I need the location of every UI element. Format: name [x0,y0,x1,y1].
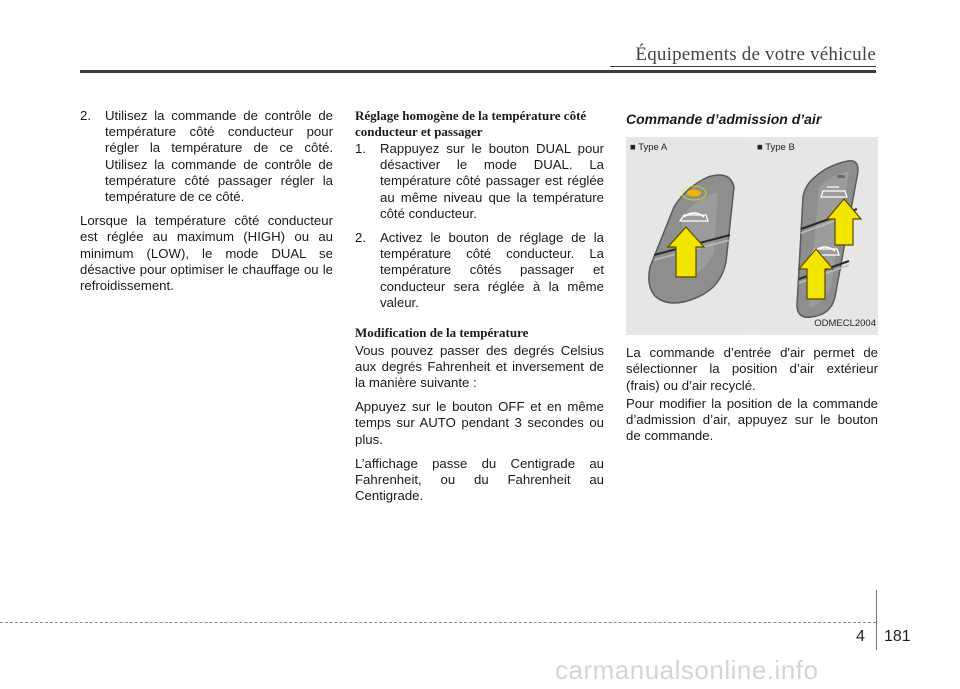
paragraph: Lorsque la température côté conducteur est réglée au maximum (HIGH) ou au minimum (LOW), le mode DUAL se désactive pour optimiser le chauffage ou le refroidissement. [80,213,333,294]
figure-panel-type-a [626,137,750,335]
paragraph: La commande d’entrée d'air permet de sélectionner la position d’air extérieur (frais) ou d’air recyclé. [626,345,878,393]
list-item [80,108,333,205]
list-text: Rappuyez sur le bouton DUAL pour désactiver le mode DUAL. La température côté passager est réglée au même niveau que la température côté conducteur. [380,141,604,221]
type-a-control-illustration [626,137,750,335]
subheading: Réglage homogène de la température côté conducteur et passager [355,108,587,139]
page-number: 181 [884,628,911,645]
list-text: Utilisez la commande de contrôle de température côté conducteur pour régler la température de ce côté. Utilisez la commande de contrôle de température côté passager régler la température de ce côté. [105,108,333,205]
column-3 [626,108,878,452]
indicator-light [687,190,701,197]
list-item [355,141,604,222]
chapter-number: 4 [856,628,865,645]
list-item [355,230,604,311]
type-b-control-illustration [753,137,878,335]
paragraph: Pour modifier la position de la commande d’admission d’air, appuyez sur le bouton de commande. [626,395,878,444]
header-divider [80,70,876,73]
header-divider-thin [610,66,876,67]
subheading: Modification de la température [355,325,529,341]
paragraph: L’affichage passe du Centigrade au Fahrenheit, ou du Fahrenheit au Centigrade. [355,455,604,504]
list-text: Activez le bouton de réglage de la température côté conducteur. La température côtés passager et conducteur sera réglée à la même valeur. [380,230,604,310]
paragraph: Vous pouvez passer des degrés Celsius aux degrés Fahrenheit et inversement de la manière suivante : [355,342,604,390]
list-number: 2. [80,108,91,123]
list-number: 1. [355,141,366,156]
panel-label-type-a: ■ Type A [630,142,668,154]
watermark: carmanualsonline.info [555,655,819,685]
figure-panel-type-b [753,137,878,335]
paragraph: Appuyez sur le bouton OFF et en même temps sur AUTO pendant 3 secondes ou plus. [355,399,604,447]
section-heading: Commande d’admission d’air [626,111,822,127]
air-intake-figure [626,137,878,335]
section-title: Équipements de votre véhicule [635,44,876,65]
list-number: 2. [355,230,366,246]
footer-divider [0,622,876,623]
footer-vertical-bar [876,590,877,650]
panel-label-type-b: ■ Type B [757,142,795,154]
figure-code: ODMECL2004 [814,318,876,329]
column-1 [80,108,333,302]
column-2 [355,108,604,512]
indicator-light [837,175,845,178]
